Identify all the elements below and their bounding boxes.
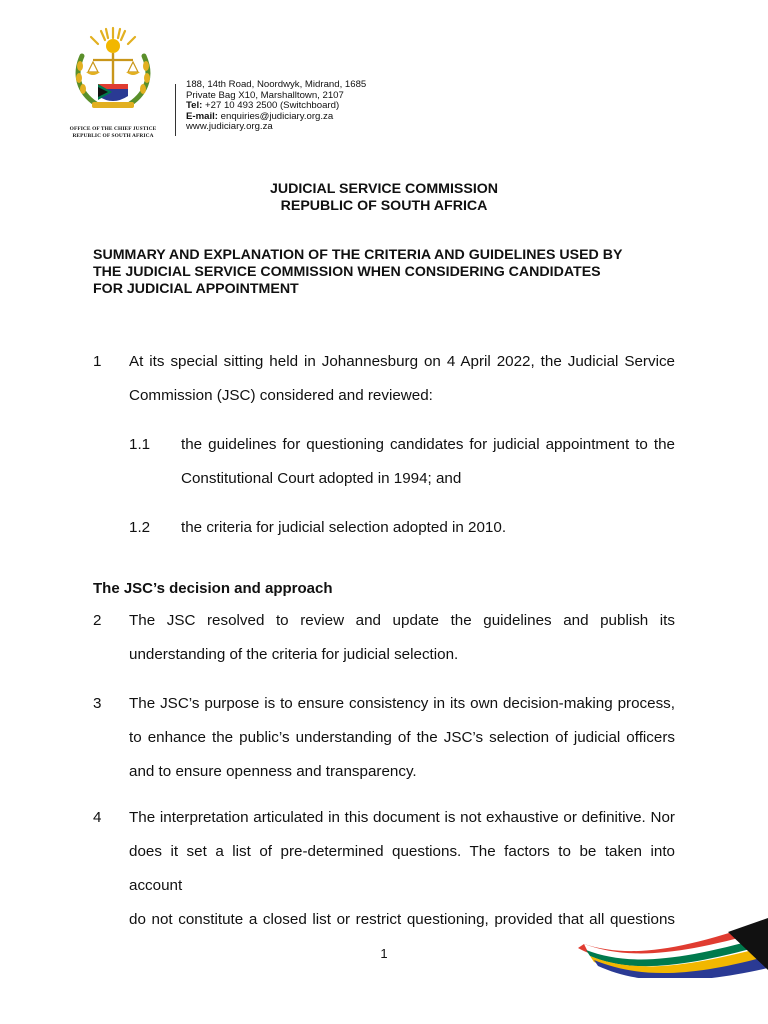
address-line: 188, 14th Road, Noordwyk, Midrand, 1685 (186, 79, 367, 90)
paragraph-line: The interpretation articulated in this document is not exhaustive or definitive. Nor (129, 809, 675, 826)
paragraph-1-1 (129, 428, 675, 498)
document-subtitle (93, 247, 683, 298)
crest-caption (60, 126, 166, 140)
contact-block (186, 80, 366, 133)
paragraph-line: Commission (JSC) considered and reviewed: (129, 387, 433, 404)
paragraph-number: 1.1 (129, 436, 151, 453)
paragraph-line: At its special sitting held in Johannesburg on 4 April 2022, the Judicial Service (129, 353, 675, 370)
paragraph-line: to enhance the public’s understanding of the JSC’s selection of judicial officers (129, 729, 675, 746)
document-title (0, 181, 768, 215)
south-african-flag-swoosh-icon (578, 908, 768, 978)
paragraph-line: The JSC’s purpose is to ensure consistency in its own decision-making process, (129, 695, 675, 712)
paragraph-line: Constitutional Court adopted in 1994; and (181, 470, 462, 487)
paragraph-line: the guidelines for questioning candidates for judicial appointment to the (181, 436, 675, 453)
paragraph-number: 1 (93, 353, 102, 370)
subtitle-line: SUMMARY AND EXPLANATION OF THE CRITERIA AND GUIDELINES USED BY (93, 247, 623, 263)
paragraph-line: does it set a list of pre-determined questions. The factors to be taken into account (129, 843, 675, 894)
paragraph-3 (93, 687, 675, 791)
coat-of-arms-icon (68, 26, 158, 114)
title-line-1: JUDICIAL SERVICE COMMISSION (269, 181, 499, 197)
paragraph-number: 4 (93, 809, 102, 826)
telephone-value: +27 10 493 2500 (Switchboard) (205, 100, 340, 112)
paragraph-line: do not constitute a closed list or restrict questioning, provided that all questions (129, 911, 675, 928)
paragraph-1-2 (129, 511, 675, 547)
email-link[interactable]: enquiries@judiciary.org.za (220, 110, 334, 122)
header-divider (175, 84, 176, 136)
paragraph-line: and to ensure openness and transparency. (129, 763, 417, 780)
paragraph-line: understanding of the criteria for judicial selection. (129, 646, 459, 663)
page-number: 1 (380, 946, 388, 961)
paragraph-number: 1.2 (129, 519, 151, 536)
paragraph-line: the criteria for judicial selection adopted in 2010. (181, 519, 507, 536)
section-heading: The JSC’s decision and approach (93, 580, 333, 597)
paragraph-1 (93, 345, 675, 415)
crest-caption-line: REPUBLIC OF SOUTH AFRICA (72, 133, 154, 139)
paragraph-number: 3 (93, 695, 102, 712)
telephone-label: Tel: (186, 100, 203, 112)
subtitle-line: THE JUDICIAL SERVICE COMMISSION WHEN CONSIDERING CANDIDATES (93, 264, 601, 280)
subtitle-line: FOR JUDICIAL APPOINTMENT (93, 281, 299, 297)
email-label: E-mail: (186, 110, 218, 122)
paragraph-2 (93, 604, 675, 674)
title-line-2: REPUBLIC OF SOUTH AFRICA (280, 198, 488, 214)
paragraph-4 (93, 801, 675, 928)
paragraph-line: The JSC resolved to review and update the guidelines and publish its (129, 612, 675, 629)
website-link[interactable]: www.judiciary.org.za (186, 121, 273, 133)
crest-caption-line: OFFICE OF THE CHIEF JUSTICE (69, 126, 157, 132)
paragraph-number: 2 (93, 612, 102, 629)
address-line: Private Bag X10, Marshalltown, 2107 (186, 89, 344, 101)
